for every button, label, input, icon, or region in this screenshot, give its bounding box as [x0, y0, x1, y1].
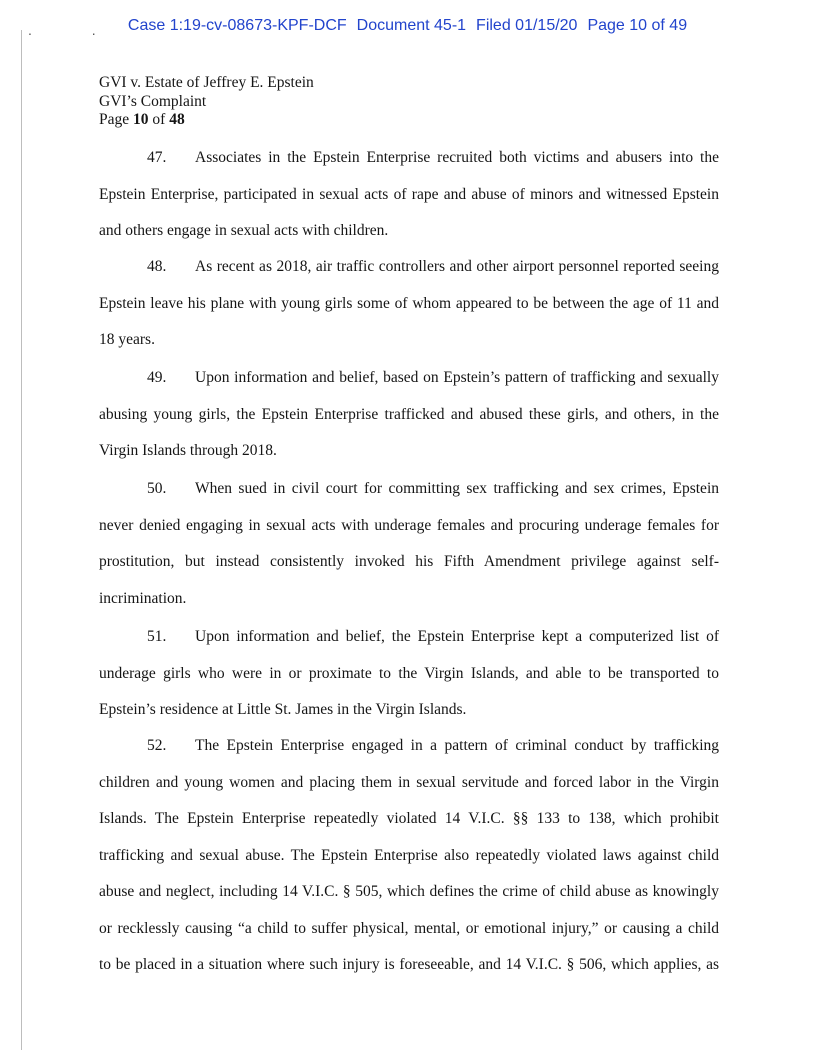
- paragraph-number: 51.: [147, 628, 167, 645]
- paragraph-line: prostitution, but instead consistently invoked his Fifth Amendment privilege against self-: [99, 553, 719, 570]
- paragraph-line: [147, 480, 719, 500]
- paragraph-text: As recent as 2018, air traffic controllers and other airport personnel reported seeing: [195, 258, 719, 275]
- paragraph-line: abusing young girls, the Epstein Enterprise trafficked and abused these girls, and others, in the: [99, 406, 719, 423]
- paragraph-number: 49.: [147, 369, 167, 386]
- paragraph-line: or recklessly causing “a child to suffer physical, mental, or emotional injury,” or causing a child: [99, 920, 719, 937]
- paragraph-line: 18 years.: [99, 331, 155, 348]
- paragraph-text: Upon information and belief, the Epstein Enterprise kept a computerized list of: [195, 628, 719, 645]
- caption-document-title: GVI’s Complaint: [99, 92, 207, 110]
- ecf-document-number: Document 45-1: [356, 17, 467, 34]
- paragraph-line: [147, 149, 719, 169]
- document-caption: [99, 74, 314, 130]
- paragraph-line: never denied engaging in sexual acts with underage females and procuring underage females for: [99, 517, 719, 534]
- caption-page-prefix: Page: [99, 111, 134, 128]
- paragraph-line: [147, 628, 719, 648]
- paragraph-text: The Epstein Enterprise engaged in a pattern of criminal conduct by trafficking: [195, 737, 719, 754]
- paragraph-line: trafficking and sexual abuse. The Epstein Enterprise also repeatedly violated laws against child: [99, 847, 719, 864]
- paragraph-line: [147, 369, 719, 389]
- paragraph-number: 48.: [147, 258, 167, 275]
- paragraph-line: Islands. The Epstein Enterprise repeatedly violated 14 V.I.C. §§ 133 to 138, which prohibit: [99, 810, 719, 827]
- paragraph-number: 50.: [147, 480, 167, 497]
- caption-page-line: [99, 111, 314, 130]
- paragraph-line: and others engage in sexual acts with children.: [99, 222, 389, 239]
- caption-page-number: 10: [133, 111, 149, 128]
- paragraph-line: to be placed in a situation where such injury is foreseeable, and 14 V.I.C. § 506, which applies, as: [99, 956, 719, 973]
- scan-specks: . .: [28, 22, 124, 38]
- paragraph-line: underage girls who were in or proximate to the Virgin Islands, and able to be transported to: [99, 665, 719, 682]
- paragraph-text: Associates in the Epstein Enterprise recruited both victims and abusers into the: [195, 149, 719, 166]
- paragraph-line: Virgin Islands through 2018.: [99, 442, 277, 459]
- paragraph-text: When sued in civil court for committing sex trafficking and sex crimes, Epstein: [195, 480, 719, 497]
- caption-page-of: of: [148, 111, 170, 128]
- paragraph-number: 52.: [147, 737, 167, 754]
- caption-case-title: GVI v. Estate of Jeffrey E. Epstein: [99, 74, 314, 91]
- paragraph-line: children and young women and placing them in sexual servitude and forced labor in the Virgin: [99, 774, 719, 791]
- paragraph-number: 47.: [147, 149, 167, 166]
- ecf-page-number: Page 10 of 49: [587, 17, 688, 34]
- ecf-filed-date: Filed 01/15/20: [476, 17, 578, 34]
- paragraph-line: Epstein’s residence at Little St. James in the Virgin Islands.: [99, 701, 467, 718]
- paragraph-line: [147, 737, 719, 757]
- scan-left-edge: [21, 30, 22, 1050]
- ecf-filing-header: [0, 17, 815, 35]
- paragraph-line: incrimination.: [99, 590, 187, 607]
- paragraph-line: [147, 258, 719, 278]
- paragraph-line: abuse and neglect, including 14 V.I.C. § 505, which defines the crime of child abuse as knowingly: [99, 883, 719, 900]
- caption-page-total: 48: [169, 111, 185, 128]
- paragraph-line: Epstein leave his plane with young girls some of whom appeared to be between the age of 11 and: [99, 295, 719, 312]
- paragraph-line: Epstein Enterprise, participated in sexual acts of rape and abuse of minors and witnessed Epstein: [99, 186, 719, 203]
- ecf-case-number: Case 1:19-cv-08673-KPF-DCF: [127, 17, 347, 34]
- paragraph-text: Upon information and belief, based on Epstein’s pattern of trafficking and sexually: [195, 369, 719, 386]
